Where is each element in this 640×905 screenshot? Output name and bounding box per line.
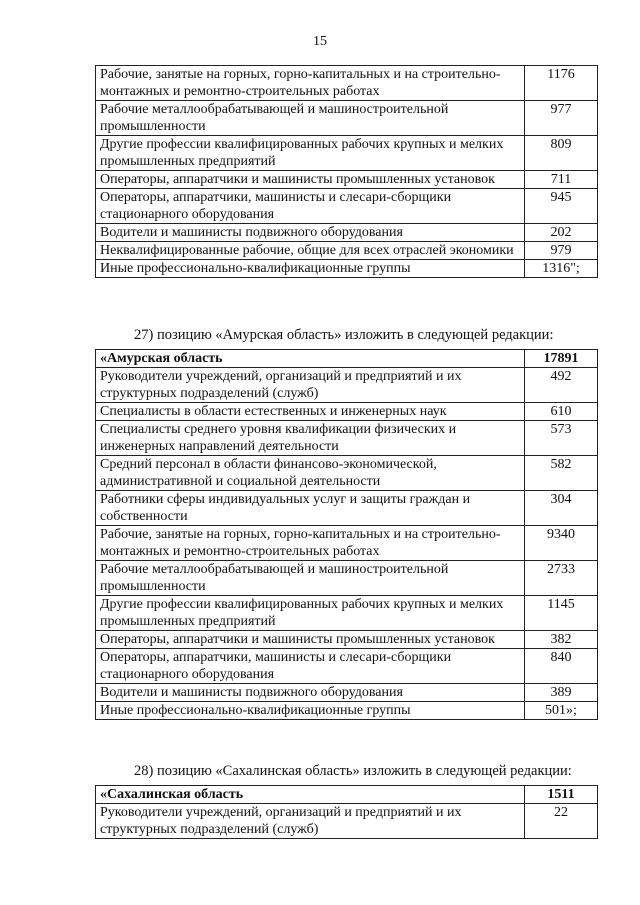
region-name: «Амурская область [96, 350, 525, 368]
row-value: 979 [525, 242, 598, 260]
table-row [96, 403, 598, 421]
table-row [96, 649, 598, 684]
table-row [96, 368, 598, 403]
table-row [96, 631, 598, 649]
row-label: Рабочие, занятые на горных, горно-капитальных и на строительно-монтажных и ремонтно-строительных работах [96, 526, 525, 561]
table-row [96, 684, 598, 702]
row-value: 389 [525, 684, 598, 702]
table-row [96, 804, 598, 839]
row-value: 1145 [525, 596, 598, 631]
row-label: Операторы, аппаратчики, машинисты и слесари-сборщики стационарного оборудования [96, 649, 525, 684]
row-value: 22 [525, 804, 598, 839]
row-value: 501»; [525, 702, 598, 720]
row-value: 840 [525, 649, 598, 684]
row-label: Другие профессии квалифицированных рабочих крупных и мелких промышленных предприятий [96, 596, 525, 631]
row-label: Руководители учреждений, организаций и предприятий и их структурных подразделений (служб) [96, 368, 525, 403]
table-row [96, 224, 598, 242]
table-row [96, 526, 598, 561]
row-label: Специалисты в области естественных и инженерных наук [96, 403, 525, 421]
row-label: Неквалифицированные рабочие, общие для всех отраслей экономики [96, 242, 525, 260]
row-value: 977 [525, 101, 598, 136]
row-label: Руководители учреждений, организаций и предприятий и их структурных подразделений (служб) [96, 804, 525, 839]
table-row [96, 136, 598, 171]
table-row [96, 421, 598, 456]
region-total: 17891 [525, 350, 598, 368]
row-value: 1176 [525, 66, 598, 101]
region-name: «Сахалинская область [96, 786, 525, 804]
table-row [96, 456, 598, 491]
row-label: Средний персонал в области финансово-экономической, административной и социальной деятельности [96, 456, 525, 491]
table-row [96, 101, 598, 136]
table-row [96, 491, 598, 526]
table-sakhalin-region [95, 785, 598, 839]
row-label: Работники сферы индивидуальных услуг и защиты граждан и собственности [96, 491, 525, 526]
table-header-row [96, 350, 598, 368]
row-label: Рабочие, занятые на горных, горно-капитальных и на строительно-монтажных и ремонтно-строительных работах [96, 66, 525, 101]
table-header-row [96, 786, 598, 804]
row-value: 304 [525, 491, 598, 526]
table-row [96, 260, 598, 278]
table-row [96, 242, 598, 260]
table-continued-region [95, 65, 598, 278]
row-label: Операторы, аппаратчики и машинисты промышленных установок [96, 171, 525, 189]
table-row [96, 702, 598, 720]
row-value: 1316"; [525, 260, 598, 278]
row-label: Иные профессионально-квалификационные группы [96, 260, 525, 278]
row-label: Рабочие металлообрабатывающей и машиностроительной промышленности [96, 101, 525, 136]
row-label: Иные профессионально-квалификационные группы [96, 702, 525, 720]
row-label: Операторы, аппаратчики и машинисты промышленных установок [96, 631, 525, 649]
table-row [96, 596, 598, 631]
row-label: Специалисты среднего уровня квалификации физических и инженерных направлений деятельности [96, 421, 525, 456]
row-value: 809 [525, 136, 598, 171]
table-row [96, 561, 598, 596]
row-value: 573 [525, 421, 598, 456]
row-label: Другие профессии квалифицированных рабочих крупных и мелких промышленных предприятий [96, 136, 525, 171]
row-value: 610 [525, 403, 598, 421]
row-label: Рабочие металлообрабатывающей и машиностроительной промышленности [96, 561, 525, 596]
row-label: Водители и машинисты подвижного оборудования [96, 684, 525, 702]
row-value: 711 [525, 171, 598, 189]
row-label: Операторы, аппаратчики, машинисты и слесари-сборщики стационарного оборудования [96, 189, 525, 224]
row-value: 492 [525, 368, 598, 403]
paragraph-27: 27) позицию «Амурская область» изложить в следующей редакции: [134, 327, 554, 343]
table-row [96, 66, 598, 101]
row-label: Водители и машинисты подвижного оборудования [96, 224, 525, 242]
row-value: 202 [525, 224, 598, 242]
region-total: 1511 [525, 786, 598, 804]
table-row [96, 189, 598, 224]
row-value: 9340 [525, 526, 598, 561]
paragraph-28: 28) позицию «Сахалинская область» изложить в следующей редакции: [134, 763, 572, 779]
table-row [96, 171, 598, 189]
row-value: 382 [525, 631, 598, 649]
row-value: 945 [525, 189, 598, 224]
row-value: 2733 [525, 561, 598, 596]
page-number: 15 [313, 34, 327, 49]
row-value: 582 [525, 456, 598, 491]
table-amur-region [95, 349, 598, 720]
